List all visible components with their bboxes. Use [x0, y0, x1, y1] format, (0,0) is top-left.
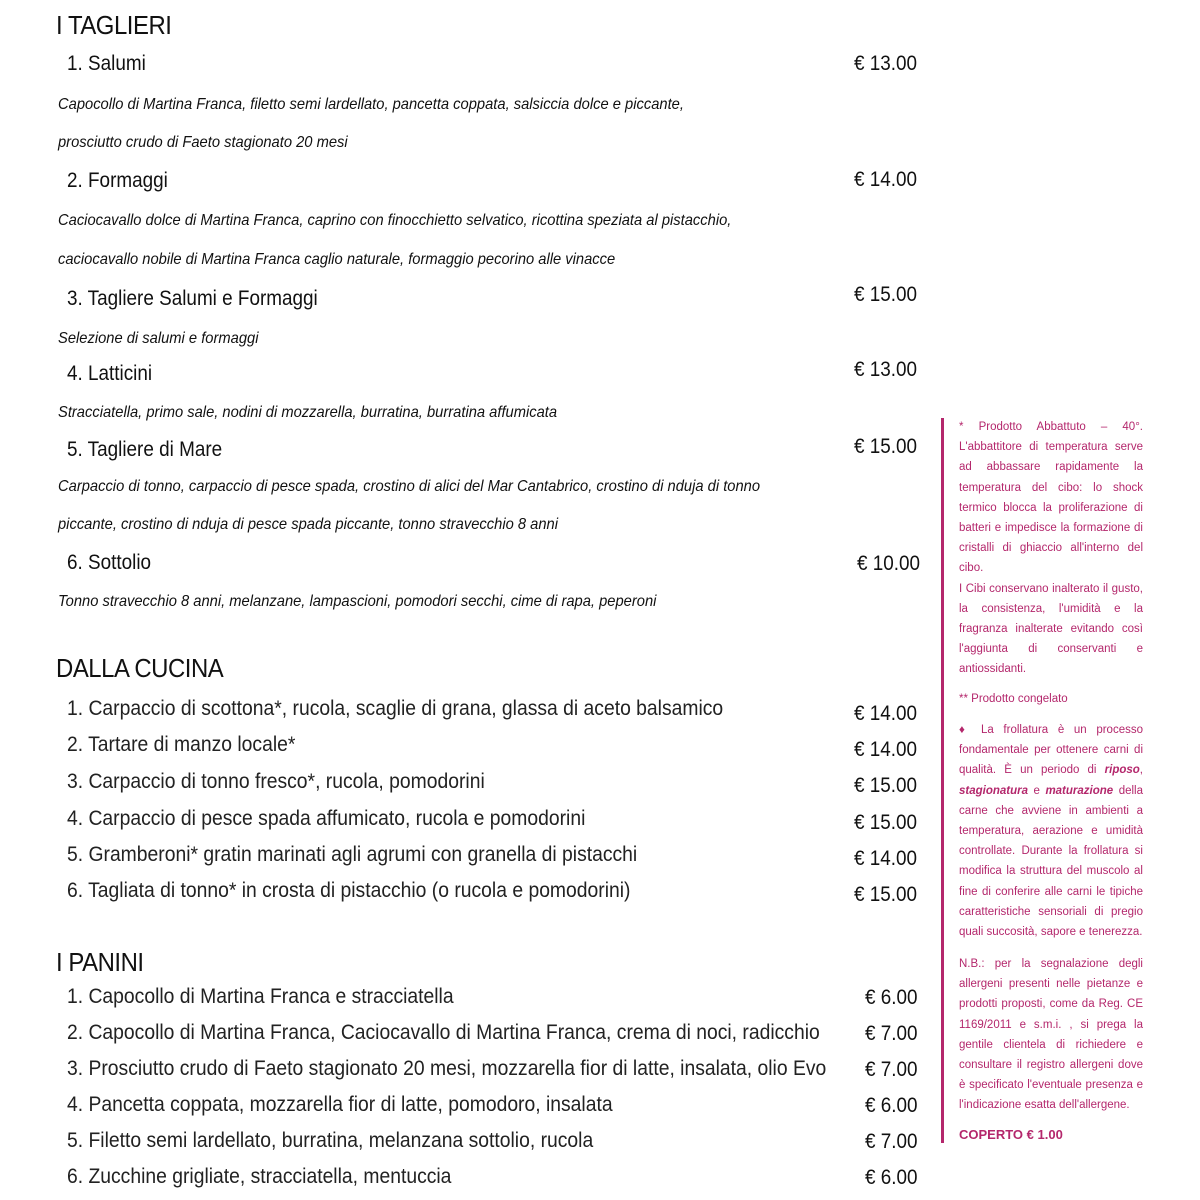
menu-item-description: Selezione di salumi e formaggi — [58, 330, 259, 347]
section-title-panini: I PANINI — [56, 947, 144, 977]
menu-item-description: Caciocavallo dolce di Martina Franca, caprino con finocchietto selvatico, ricottina speziata al pistacchio, — [58, 212, 732, 229]
menu-item-name: 2. Capocollo di Martina Franca, Caciocavallo di Martina Franca, crema di noci, radicchio — [67, 1021, 820, 1044]
menu-item-name: 5. Gramberoni* gratin marinati agli agrumi con granella di pistacchi — [67, 843, 638, 866]
menu-item-price: € 15.00 — [854, 283, 918, 306]
menu-item-name: 6. Tagliata di tonno* in crosta di pistacchio (o rucola e pomodorini) — [67, 879, 631, 902]
menu-item-description: Carpaccio di tonno, carpaccio di pesce spada, crostino di alici del Mar Cantabrico, crostino di nduja di tonno — [58, 478, 761, 495]
note-frollatura-text: ♦ La frollatura è un processo fondamentale per ottenere carni di qualità. È un periodo di — [959, 724, 1143, 777]
menu-item-description: piccante, crostino di nduja di pesce spada piccante, tonno stravecchio 8 anni — [58, 516, 558, 533]
note-abbattuto — [959, 417, 1143, 680]
menu-item-price: € 6.00 — [865, 1094, 918, 1117]
menu-item-price: € 6.00 — [865, 986, 918, 1009]
menu-item-price: € 14.00 — [854, 168, 918, 191]
menu-item-price: € 14.00 — [854, 702, 918, 725]
menu-item-name: 1. Carpaccio di scottona*, rucola, scaglie di grana, glassa di aceto balsamico — [67, 697, 724, 720]
menu-item-name: 1. Salumi — [67, 52, 146, 75]
note-conservazione-text: I Cibi conservano inalterato il gusto, la consistenza, l'umidità e la fragranza inalterate evitando così l'aggiunta di conservanti e antiossidanti. — [959, 582, 1143, 676]
menu-item-price: € 7.00 — [865, 1058, 918, 1081]
note-frollatura — [959, 720, 1143, 942]
menu-item-price: € 7.00 — [865, 1130, 918, 1153]
menu-item-name: 2. Formaggi — [67, 169, 168, 192]
menu-item-price: € 14.00 — [854, 847, 918, 870]
menu-item-name: 3. Tagliere Salumi e Formaggi — [67, 287, 318, 310]
menu-item-price: € 10.00 — [857, 552, 921, 575]
coperto-price: COPERTO € 1.00 — [959, 1127, 1063, 1142]
menu-item-price: € 13.00 — [854, 358, 918, 381]
menu-item-price: € 13.00 — [854, 52, 918, 75]
menu-item-name: 6. Sottolio — [67, 551, 152, 574]
menu-item-price: € 7.00 — [865, 1022, 918, 1045]
note-frollatura-stagionatura: stagionatura — [959, 784, 1029, 797]
menu-item-name: 4. Carpaccio di pesce spada affumicato, rucola e pomodorini — [67, 807, 586, 830]
section-title-taglieri: I TAGLIERI — [56, 10, 172, 40]
menu-item-name: 1. Capocollo di Martina Franca e stracciatella — [67, 985, 454, 1008]
menu-item-price: € 14.00 — [854, 738, 918, 761]
menu-item-name: 5. Tagliere di Mare — [67, 438, 223, 461]
section-title-cucina: DALLA CUCINA — [56, 653, 224, 683]
note-frollatura-text-end: della carne che avviene in ambienti a temperatura, aerazione e umidità controllate. Durante la frollatura si modifica la struttura del muscolo al fine di conferire alle carni le tipiche caratteristiche sensoriali di pregio quali succosità, sapore e tenerezza. — [959, 784, 1143, 939]
note-frollatura-riposo: riposo — [1104, 764, 1140, 777]
menu-item-price: € 15.00 — [854, 435, 918, 458]
menu-item-description: Tonno stravecchio 8 anni, melanzane, lampascioni, pomodori secchi, cime di rapa, peperoni — [58, 593, 657, 610]
menu-item-description: prosciutto crudo di Faeto stagionato 20 mesi — [58, 134, 348, 151]
menu-item-name: 4. Pancetta coppata, mozzarella fior di latte, pomodoro, insalata — [67, 1093, 613, 1116]
menu-item-description: caciocavallo nobile di Martina Franca caglio naturale, formaggio pecorino alle vinacce — [58, 251, 616, 268]
menu-item-description: Capocollo di Martina Franca, filetto semi lardellato, pancetta coppata, salsiccia dolce e piccante, — [58, 96, 684, 113]
menu-item-price: € 15.00 — [854, 883, 918, 906]
menu-item-name: 2. Tartare di manzo locale* — [67, 733, 296, 756]
note-frollatura-maturazione: maturazione — [1045, 784, 1114, 797]
menu-item-name: 3. Carpaccio di tonno fresco*, rucola, pomodorini — [67, 770, 485, 793]
menu-item-description: Stracciatella, primo sale, nodini di mozzarella, burratina, burratina affumicata — [58, 404, 558, 421]
menu-item-price: € 15.00 — [854, 774, 918, 797]
note-abbattuto-text: * Prodotto Abbattuto – 40°. L'abbattitore di temperatura serve ad abbassare rapidamente la temperatura del cibo: lo shock termico blocca la proliferazione di batteri e impedisce la formazione di cristalli di ghiaccio all'interno del cibo. — [959, 421, 1143, 575]
menu-item-price: € 15.00 — [854, 811, 918, 834]
note-frollatura-sep: , — [1139, 764, 1143, 777]
note-congelato: ** Prodotto congelato — [959, 693, 1068, 705]
menu-item-name: 6. Zucchine grigliate, stracciatella, mentuccia — [67, 1165, 452, 1188]
menu-item-name: 4. Latticini — [67, 362, 153, 385]
menu-item-price: € 6.00 — [865, 1166, 918, 1189]
menu-item-name: 3. Prosciutto crudo di Faeto stagionato 20 mesi, mozzarella fior di latte, insalata, olio Evo — [67, 1057, 827, 1080]
note-allergeni: N.B.: per la segnalazione degli allergeni presenti nelle pietanze e prodotti proposti, come da Reg. CE 1169/2011 e s.m.i. , si prega la gentile clientela di richiedere e consultare il registro allergeni dove è specificato l'eventuale presenza e l'indicazione esatta dell'allergene. — [959, 958, 1143, 1112]
note-frollatura-sep: e — [1028, 784, 1046, 797]
menu-item-name: 5. Filetto semi lardellato, burratina, melanzana sottolio, rucola — [67, 1129, 594, 1152]
